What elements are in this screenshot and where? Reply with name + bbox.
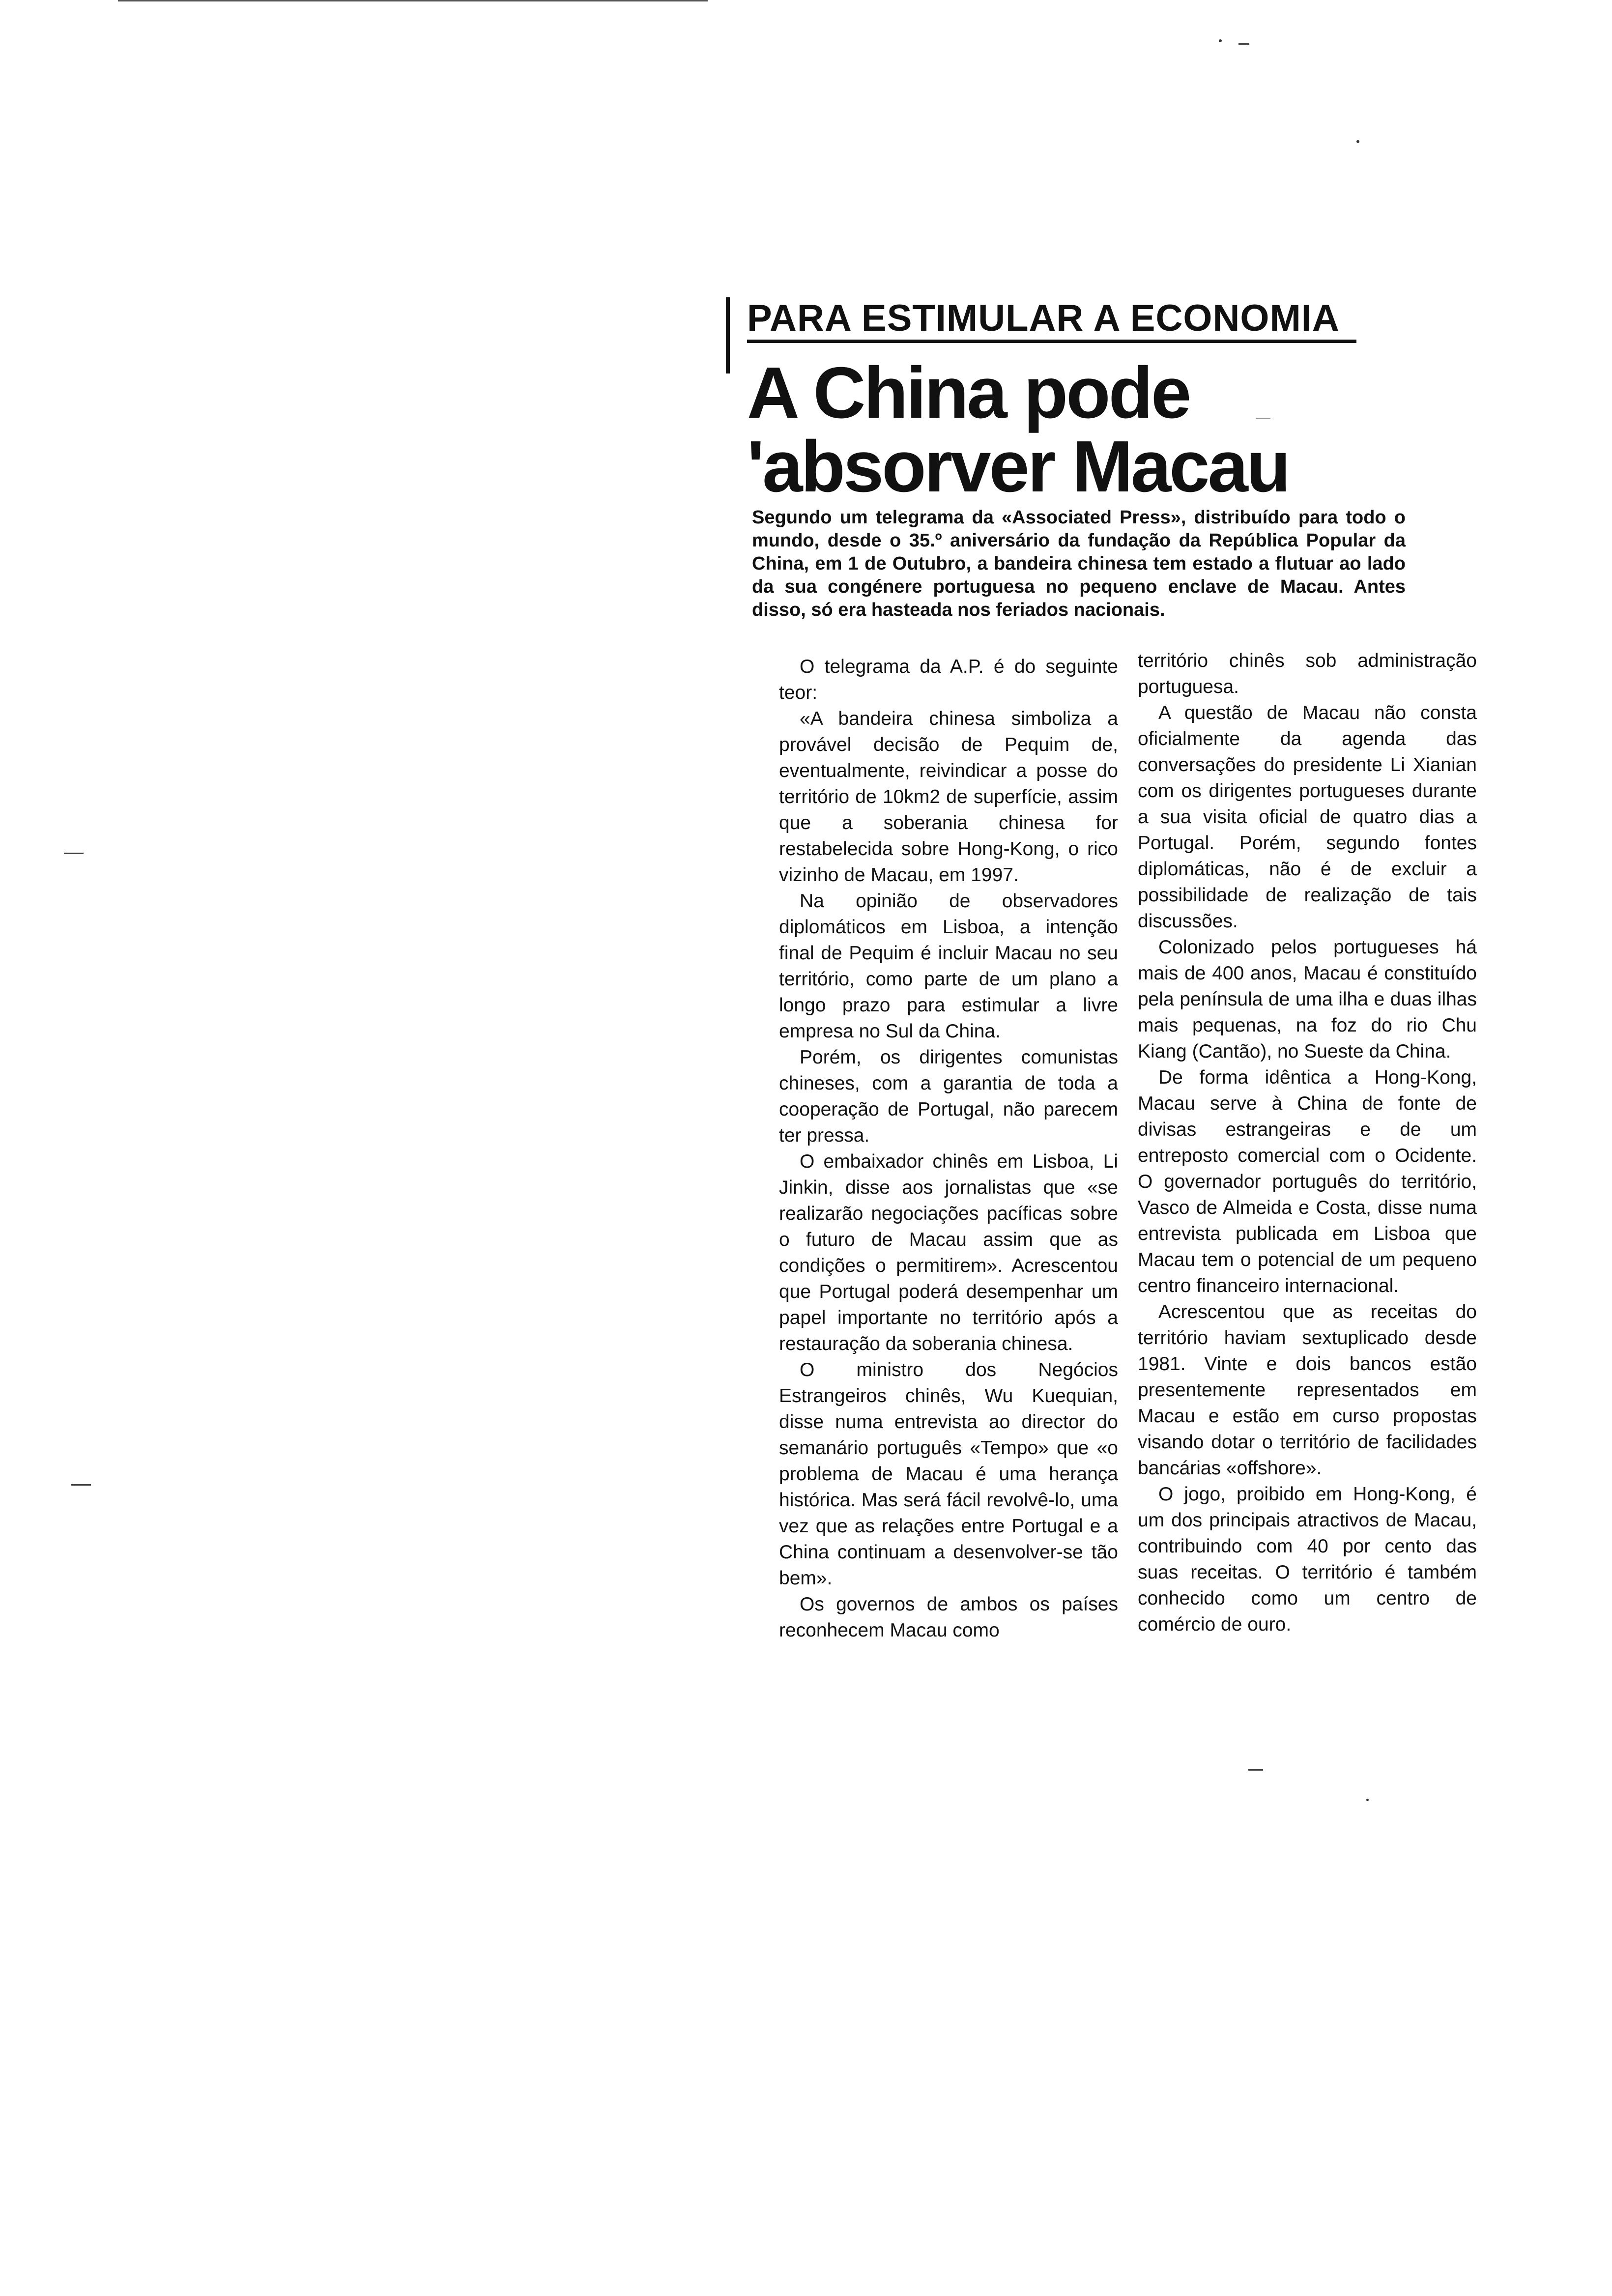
paragraph: A questão de Macau não consta oficialmente da agenda das conversações do presidente Li Xianian com os dirigentes portugueses durante a sua visita oficial de quatro dias a Portugal. Porém, segundo fontes diplomáticas, não é de excluir a possibilidade de realização de tais discussões. — [1138, 702, 1477, 932]
scan-speck — [1219, 39, 1222, 42]
scan-mark — [1248, 1769, 1263, 1771]
paragraph: O embaixador chinês em Lisboa, Li Jinkin, disse aos jornalistas que «se realizarão negociações pacíficas sobre o futuro de Macau assim que as condições o permitirem». Acrescentou que Portugal poderá desempenhar um papel importante no território após a restauração da soberania chinesa. — [779, 1151, 1118, 1354]
kicker-rule — [726, 297, 730, 373]
paragraph-continued: território chinês sob administração portuguesa. — [1138, 650, 1477, 697]
scan-speck — [1366, 1799, 1369, 1801]
scan-speck — [1356, 140, 1359, 143]
paragraph: O telegrama da A.P. é do seguinte teor: — [779, 656, 1118, 703]
paragraph: Acrescentou que as receitas do território haviam sextuplicado desde 1981. Vinte e dois bancos estão presentemente representados em Macau e estão em curso propostas visando dotar o território de facilidades bancárias «offshore». — [1138, 1301, 1477, 1479]
paragraph: Colonizado pelos portugueses há mais de 400 anos, Macau é constituído pela península de uma ilha e duas ilhas mais pequenas, na foz do rio Chu Kiang (Cantão), no Sueste da China. — [1138, 937, 1477, 1062]
paragraph: Na opinião de observadores diplomáticos em Lisboa, a intenção final de Pequim é incluir Macau no seu território, como parte de um plano a longo prazo para estimular a livre empresa no Sul da China. — [779, 890, 1118, 1042]
headline-line-1: A China pode — [747, 352, 1190, 433]
article-column-right — [1138, 648, 1477, 1637]
scan-mark — [1238, 43, 1249, 45]
lead-paragraph: Segundo um telegrama da «Associated Press», distribuído para todo o mundo, desde o 35.º aniversário da fundação da República Popular da China, em 1 de Outubro, a bandeira chinesa tem estado a flutuar ao lado da sua congénere portuguesa no pequeno enclave de Macau. Antes disso, só era hasteada nos feriados nacionais. — [752, 507, 1406, 620]
headline — [747, 352, 1356, 507]
paragraph: O jogo, proibido em Hong-Kong, é um dos principais atractivos de Macau, contribuindo com 40 por cento das suas receitas. O território é também conhecido como um centro de comércio de ouro. — [1138, 1484, 1477, 1635]
scan-edge-line — [118, 0, 708, 1]
paragraph: «A bandeira chinesa simboliza a provável decisão de Pequim de, eventualmente, reivindicar a posse do território de 10km2 de superfície, assim que a soberania chinesa for restabelecida sobre Hong-Kong, o rico vizinho de Macau, em 1997. — [779, 708, 1118, 886]
paragraph: Os governos de ambos os países reconhecem Macau como — [779, 1594, 1118, 1641]
kicker: PARA ESTIMULAR A ECONOMIA — [747, 297, 1356, 343]
paragraph: O ministro dos Negócios Estrangeiros chinês, Wu Kuequian, disse numa entrevista ao director do semanário português «Tempo» que «o problema de Macau é uma herança histórica. Mas será fácil revolvê-lo, uma vez que as relações entre Portugal e a China continuam a desenvolver-se tão bem». — [779, 1359, 1118, 1589]
article-column-left — [779, 654, 1118, 1643]
paragraph: De forma idêntica a Hong-Kong, Macau serve à China de fonte de divisas estrangeiras e de um entreposto comercial com o Ocidente. O governador português do território, Vasco de Almeida e Costa, disse numa entrevista publicada em Lisboa que Macau tem o potencial de um pequeno centro financeiro internacional. — [1138, 1067, 1477, 1296]
scan-mark — [71, 1484, 91, 1486]
scan-mark — [64, 853, 84, 854]
headline-line-2: 'absorver Macau — [747, 426, 1289, 507]
paragraph: Porém, os dirigentes comunistas chineses, com a garantia de toda a cooperação de Portugal, não parecem ter pressa. — [779, 1047, 1118, 1146]
